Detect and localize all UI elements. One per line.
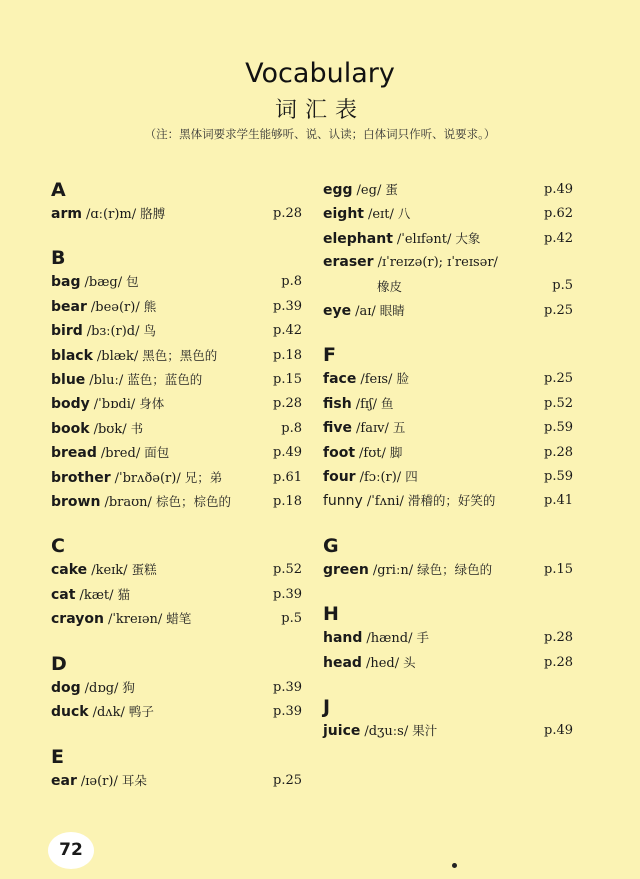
entry-page-ref: p.62	[544, 206, 573, 222]
entry-word: elephant	[323, 230, 393, 247]
entry-phonetic: /hænd/	[366, 631, 413, 647]
entry-phonetic: /faɪv/	[356, 421, 389, 437]
entry-meaning: 八	[397, 206, 411, 222]
entry-phonetic: /dʌk/	[92, 705, 125, 721]
entry-word: body	[51, 396, 90, 413]
entry-text	[51, 607, 191, 631]
entry-page-ref: p.59	[544, 469, 573, 485]
vocab-entry	[51, 392, 302, 416]
entry-word: face	[323, 371, 357, 388]
entry-word: dog	[51, 679, 81, 696]
entry-text	[51, 769, 147, 793]
entry-page-ref: p.61	[273, 469, 302, 485]
section-letter: H	[323, 603, 339, 626]
vocabulary-column-left	[51, 178, 302, 813]
entry-text	[323, 227, 480, 251]
entry-word: hand	[323, 630, 363, 647]
entry-meaning: 五	[392, 420, 406, 436]
section-letter: G	[323, 534, 339, 557]
entry-phonetic: /keɪk/	[91, 563, 128, 579]
entry-word: eraser	[323, 254, 374, 271]
entry-word: cake	[51, 562, 88, 579]
letter-section	[51, 178, 302, 226]
letter-section	[323, 343, 573, 513]
entry-phonetic: /eg/	[356, 183, 382, 198]
entry-word: eye	[323, 303, 352, 320]
section-letter: E	[51, 745, 64, 768]
vocab-entry	[323, 251, 573, 299]
vocabulary-column-right	[323, 178, 573, 764]
entry-phonetic: /fɪʃ/	[355, 396, 377, 412]
entry-text	[51, 441, 169, 465]
entry-page-ref: p.49	[544, 182, 573, 197]
section-letter: D	[51, 652, 67, 675]
entry-page-ref: p.18	[273, 347, 302, 363]
usage-note: （注：黑体词要求学生能够听、说、认读；白体词只作听、说要求。）	[144, 127, 496, 141]
entry-meaning: 果汁	[412, 723, 438, 739]
entry-meaning: 绿色；绿色的	[417, 561, 493, 577]
entry-meaning: 蜡笔	[166, 611, 192, 627]
vocab-entry	[51, 202, 302, 226]
entry-page-ref: p.5	[281, 611, 302, 627]
entry-page-ref: p.39	[273, 679, 302, 695]
entry-meaning: 头	[403, 654, 416, 670]
letter-section	[51, 745, 302, 793]
entry-text	[323, 489, 495, 513]
vocab-entry	[51, 558, 302, 582]
entry-phonetic: /beə(r)/	[90, 299, 140, 315]
letter-section	[323, 534, 573, 582]
entry-page-ref: p.5	[552, 278, 573, 294]
entry-phonetic: /ˈfʌni/	[366, 494, 404, 510]
entry-page-ref: p.28	[273, 206, 302, 221]
vocab-entry	[323, 227, 573, 251]
entry-text	[51, 319, 156, 343]
entry-text	[51, 676, 135, 700]
entry-meaning: 猫	[117, 586, 131, 602]
entry-phonetic: /bɜː(r)d/	[86, 324, 140, 340]
entry-meaning: 狗	[122, 679, 135, 695]
vocab-entry	[323, 626, 573, 650]
entry-meaning: 耳朵	[121, 772, 147, 788]
entry-phonetic: /ɪə(r)/	[80, 773, 118, 789]
entry-word: blue	[51, 372, 86, 389]
entry-meaning: 胳膊	[140, 206, 166, 221]
entry-meaning: 脸	[396, 371, 409, 387]
entry-text	[323, 719, 437, 743]
entry-text	[323, 392, 393, 416]
entry-meaning: 大象	[455, 230, 481, 246]
vocab-entry	[323, 651, 573, 675]
entry-word: brown	[51, 494, 101, 511]
section-letter: J	[323, 696, 331, 719]
entry-text	[323, 178, 398, 202]
entry-phonetic: /bæg/	[84, 275, 123, 291]
entry-word: cat	[51, 586, 76, 603]
entry-meaning: 蓝色；蓝色的	[127, 372, 203, 388]
entry-text	[51, 490, 231, 514]
entry-phonetic: /feɪs/	[360, 372, 393, 388]
entry-text	[51, 417, 143, 441]
entry-page-ref: p.25	[273, 772, 302, 788]
section-letter: B	[51, 247, 66, 270]
entry-phonetic: /hed/	[365, 655, 400, 671]
entry-text	[323, 367, 409, 391]
entry-page-ref: p.42	[544, 230, 573, 246]
section-letter: A	[51, 179, 66, 201]
entry-phonetic: /ɑː(r)m/	[85, 207, 137, 222]
entry-text	[323, 558, 492, 582]
entry-word: foot	[323, 444, 356, 461]
entry-text	[51, 202, 165, 226]
entry-text	[323, 299, 405, 323]
entry-page-ref: p.28	[273, 396, 302, 412]
vocab-entry	[51, 583, 302, 607]
entry-meaning: 蛋	[385, 182, 398, 197]
entry-text	[323, 651, 416, 675]
entry-phonetic: /bred/	[100, 446, 141, 462]
entry-phonetic: /dʒuːs/	[364, 724, 409, 740]
letter-section	[323, 695, 573, 743]
entry-word: bear	[51, 298, 87, 315]
entry-page-ref: p.15	[544, 561, 573, 577]
vocab-entry	[51, 344, 302, 368]
letter-section	[51, 652, 302, 725]
entry-page-ref: p.28	[544, 444, 573, 460]
entry-word: fish	[323, 395, 352, 412]
entry-meaning: 鱼	[380, 395, 394, 411]
vocab-entry	[323, 202, 573, 226]
entry-meaning: 熊	[143, 298, 157, 314]
entry-phonetic: /braʊn/	[104, 495, 152, 511]
entry-text	[51, 466, 222, 490]
entry-word: funny	[323, 493, 363, 510]
entry-word: crayon	[51, 611, 104, 628]
vocab-entry	[51, 676, 302, 700]
entry-meaning: 黑色；黑色的	[142, 347, 218, 363]
vocab-entry	[51, 700, 302, 724]
entry-text	[51, 368, 202, 392]
entry-page-ref: p.39	[273, 586, 302, 602]
entry-phonetic: /bʊk/	[93, 421, 127, 437]
entry-page-ref: p.25	[544, 303, 573, 319]
entry-page-ref: p.52	[273, 562, 302, 578]
page-subtitle: 词汇表	[274, 98, 365, 123]
page-title: Vocabulary	[245, 58, 395, 89]
entry-page-ref: p.41	[544, 493, 573, 509]
vocab-entry	[323, 719, 573, 743]
entry-meaning: 棕色；棕色的	[155, 494, 231, 510]
entry-page-ref: p.28	[544, 654, 573, 670]
entry-phonetic: /fʊt/	[359, 445, 386, 461]
entry-text	[323, 202, 410, 226]
entry-meaning: 鸟	[143, 323, 157, 339]
entry-page-ref: p.39	[273, 704, 302, 720]
entry-meaning: 包	[126, 274, 139, 290]
entry-text	[323, 441, 402, 465]
entry-phonetic: /eɪt/	[367, 207, 394, 223]
entry-text	[323, 465, 418, 489]
vocab-entry	[323, 441, 573, 465]
section-letter: F	[323, 344, 336, 367]
entry-page-ref: p.25	[544, 371, 573, 387]
entry-word: head	[323, 654, 362, 671]
vocab-entry	[51, 769, 302, 793]
entry-page-ref: p.18	[273, 494, 302, 510]
decorative-dot	[452, 863, 457, 868]
entry-word: eight	[323, 206, 364, 223]
entry-word: bread	[51, 445, 97, 462]
entry-phonetic: /ɪˈreɪzə(r); ɪˈreɪsər/	[377, 255, 498, 271]
letter-section	[51, 534, 302, 631]
vocab-entry	[51, 368, 302, 392]
entry-page-ref: p.59	[544, 420, 573, 436]
letter-section	[323, 602, 573, 675]
entry-meaning: 眼睛	[379, 303, 405, 319]
entry-text	[323, 251, 498, 299]
entry-word: four	[323, 469, 356, 486]
entry-word: brother	[51, 469, 111, 486]
vocab-entry	[51, 295, 302, 319]
entry-page-ref: p.49	[273, 445, 302, 461]
entry-meaning: 脚	[389, 444, 403, 460]
vocab-entry	[323, 299, 573, 323]
entry-phonetic: /griːn/	[372, 562, 414, 578]
vocab-entry	[323, 367, 573, 391]
entry-phonetic: /fɔː(r)/	[359, 470, 402, 486]
entry-text	[51, 558, 157, 582]
entry-page-ref: p.8	[281, 420, 302, 436]
vocab-entry	[51, 607, 302, 631]
vocab-entry	[51, 441, 302, 465]
vocab-entry	[51, 466, 302, 490]
entry-phonetic: /ˈelɪfənt/	[396, 231, 452, 247]
entry-phonetic: /dɒg/	[84, 680, 119, 696]
entry-word: five	[323, 420, 352, 437]
entry-text	[51, 270, 139, 294]
entry-page-ref: p.15	[273, 372, 302, 388]
vocab-entry	[51, 417, 302, 441]
vocab-entry	[323, 178, 573, 202]
entry-text	[51, 392, 164, 416]
entry-phonetic: /kæt/	[79, 587, 114, 603]
entry-phonetic: /ˈbrʌðə(r)/	[114, 470, 181, 486]
entry-word: arm	[51, 206, 82, 222]
entry-word: black	[51, 347, 93, 364]
vocab-entry	[323, 392, 573, 416]
entry-page-ref: p.8	[281, 274, 302, 290]
entry-meaning: 兄；弟	[184, 469, 223, 485]
entry-meaning: 面包	[144, 445, 170, 461]
entry-page-ref: p.28	[544, 630, 573, 646]
entry-text	[323, 416, 405, 440]
entry-meaning: 手	[416, 630, 429, 646]
entry-word: bird	[51, 323, 83, 340]
entry-phonetic: /aɪ/	[355, 304, 376, 320]
entry-word: duck	[51, 704, 89, 721]
vocab-entry	[51, 490, 302, 514]
entry-text	[323, 626, 429, 650]
entry-word: egg	[323, 182, 353, 198]
entry-meaning: 身体	[139, 396, 165, 412]
entry-meaning: 书	[130, 420, 144, 436]
entry-text	[51, 295, 156, 319]
entry-continuation	[323, 275, 498, 299]
section-letter: C	[51, 535, 65, 558]
entry-phonetic: /bluː/	[89, 373, 124, 389]
letter-section	[323, 178, 573, 323]
entry-meaning: 四	[405, 469, 418, 485]
vocab-entry	[51, 319, 302, 343]
entry-page-ref: p.39	[273, 298, 302, 314]
entry-phonetic: /ˈbɒdi/	[93, 397, 136, 413]
entry-meaning: 橡皮	[377, 278, 403, 294]
entry-meaning: 蛋糕	[131, 562, 157, 578]
entry-text	[51, 700, 154, 724]
vocab-entry	[323, 489, 573, 513]
entry-phonetic: /blæk/	[96, 348, 139, 364]
entry-word: green	[323, 561, 369, 578]
vocab-entry	[323, 416, 573, 440]
entry-word: juice	[323, 723, 361, 740]
entry-phonetic: /ˈkreɪən/	[107, 612, 163, 628]
entry-meaning: 滑稽的；好笑的	[407, 493, 496, 509]
entry-word: ear	[51, 772, 77, 789]
entry-page-ref: p.52	[544, 395, 573, 411]
vocab-entry	[323, 465, 573, 489]
vocab-entry	[51, 270, 302, 294]
entry-word: book	[51, 420, 90, 437]
entry-page-ref: p.49	[544, 723, 573, 739]
entry-page-ref: p.42	[273, 323, 302, 339]
vocab-entry	[323, 558, 573, 582]
page-number: 72	[48, 832, 94, 869]
entry-text	[51, 583, 130, 607]
letter-section	[51, 246, 302, 514]
entry-text	[51, 344, 217, 368]
entry-meaning: 鸭子	[128, 704, 154, 720]
entry-word: bag	[51, 274, 81, 291]
